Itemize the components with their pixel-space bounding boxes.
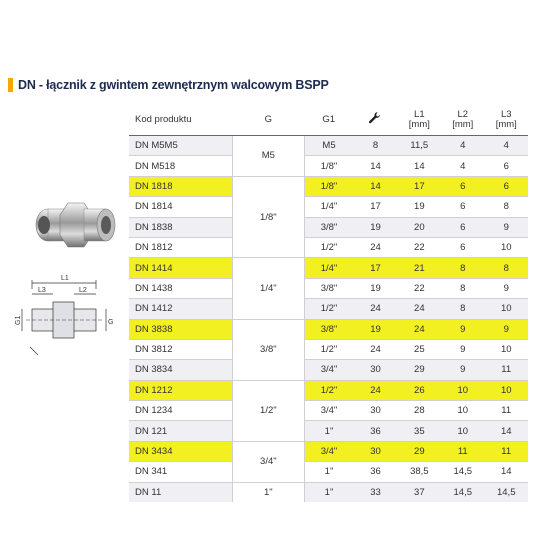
table-row xyxy=(129,360,528,380)
cell-g1: 1/8" xyxy=(304,176,353,196)
cell-g1: 1" xyxy=(304,462,353,482)
cell-code: DN 1412 xyxy=(129,299,233,319)
cell-l2: 14,5 xyxy=(441,482,484,502)
cell-l2: 10 xyxy=(441,421,484,441)
title-bar xyxy=(8,78,329,92)
cell-sw: 14 xyxy=(353,176,397,196)
cell-code: DN 1234 xyxy=(129,401,233,421)
cell-sw: 36 xyxy=(353,462,397,482)
cell-code: DN 3838 xyxy=(129,319,233,339)
table-row xyxy=(129,156,528,176)
table-row xyxy=(129,258,528,278)
cell-g1: 1" xyxy=(304,482,353,502)
cell-l2: 10 xyxy=(441,401,484,421)
cell-g1: 3/8" xyxy=(304,319,353,339)
header-l1 xyxy=(398,104,441,136)
table-row xyxy=(129,462,528,482)
cell-g1: 1/4" xyxy=(304,197,353,217)
header-l2 xyxy=(441,104,484,136)
table-header xyxy=(129,104,528,136)
header-l1-label: L1 xyxy=(414,108,425,120)
cell-g: 1" xyxy=(233,482,305,502)
cell-l1: 21 xyxy=(398,258,441,278)
header-l3 xyxy=(484,104,528,136)
cell-code: DN 3812 xyxy=(129,339,233,359)
cell-g1: 1/8" xyxy=(304,156,353,176)
header-wrench xyxy=(353,104,397,136)
cell-l2: 6 xyxy=(441,237,484,257)
cell-sw: 17 xyxy=(353,197,397,217)
cell-sw: 30 xyxy=(353,360,397,380)
table-row xyxy=(129,401,528,421)
cell-code: DN 11 xyxy=(129,482,233,502)
table-row xyxy=(129,136,528,156)
cell-code: DN 341 xyxy=(129,462,233,482)
cell-l1: 20 xyxy=(398,217,441,237)
cell-l1: 29 xyxy=(398,360,441,380)
cell-l3: 6 xyxy=(484,156,528,176)
cell-sw: 17 xyxy=(353,258,397,278)
cell-l3: 14 xyxy=(484,462,528,482)
cell-g: 1/8" xyxy=(233,176,305,258)
cell-g: 3/8" xyxy=(233,319,305,380)
cell-sw: 24 xyxy=(353,237,397,257)
table-row xyxy=(129,237,528,257)
product-illustration xyxy=(8,185,128,375)
cell-l2: 10 xyxy=(441,380,484,400)
cell-l1: 24 xyxy=(398,299,441,319)
cell-l1: 29 xyxy=(398,441,441,461)
cell-g1: 3/4" xyxy=(304,360,353,380)
cell-code: DN M5M5 xyxy=(129,136,233,156)
cell-l3: 8 xyxy=(484,197,528,217)
cell-l3: 14 xyxy=(484,421,528,441)
product-table xyxy=(129,104,528,502)
cell-g: M5 xyxy=(233,136,305,177)
cell-sw: 24 xyxy=(353,380,397,400)
cell-code: DN 1212 xyxy=(129,380,233,400)
header-g: G xyxy=(233,104,305,136)
cell-sw: 33 xyxy=(353,482,397,502)
table-row xyxy=(129,217,528,237)
header-l2-unit: [mm] xyxy=(452,118,474,130)
cell-l2: 6 xyxy=(441,176,484,196)
cell-code: DN M518 xyxy=(129,156,233,176)
cell-g1: 1/2" xyxy=(304,339,353,359)
cell-sw: 19 xyxy=(353,217,397,237)
cell-l3: 11 xyxy=(484,360,528,380)
technical-drawing xyxy=(22,280,106,355)
cell-l3: 9 xyxy=(484,217,528,237)
cell-l3: 4 xyxy=(484,136,528,156)
cell-l2: 11 xyxy=(441,441,484,461)
cell-g1: 1/2" xyxy=(304,299,353,319)
header-code: Kod produktu xyxy=(129,104,233,136)
cell-l1: 35 xyxy=(398,421,441,441)
cell-l3: 10 xyxy=(484,237,528,257)
cell-l1: 19 xyxy=(398,197,441,217)
cell-l3: 8 xyxy=(484,258,528,278)
cell-l3: 10 xyxy=(484,299,528,319)
cell-g: 1/2" xyxy=(233,380,305,441)
cell-g1: 1" xyxy=(304,421,353,441)
header-l2-label: L2 xyxy=(457,108,469,120)
table-row xyxy=(129,176,528,196)
cell-sw: 19 xyxy=(353,319,397,339)
table-row xyxy=(129,278,528,298)
cell-g1: 3/8" xyxy=(304,278,353,298)
cell-l1: 26 xyxy=(398,380,441,400)
cell-code: DN 1438 xyxy=(129,278,233,298)
cell-l3: 9 xyxy=(484,278,528,298)
cell-l3: 14,5 xyxy=(484,482,528,502)
cell-l1: 22 xyxy=(398,278,441,298)
cell-l3: 9 xyxy=(484,319,528,339)
cell-code: DN 1414 xyxy=(129,258,233,278)
cell-g1: M5 xyxy=(304,136,353,156)
cell-g1: 1/4" xyxy=(304,258,353,278)
label-l2: L2 xyxy=(79,287,87,294)
cell-l1: 22 xyxy=(398,237,441,257)
cell-l3: 6 xyxy=(484,176,528,196)
cell-sw: 19 xyxy=(353,278,397,298)
wrench-icon xyxy=(368,111,382,125)
page-title: DN - łącznik z gwintem zewnętrznym walcowym BSPP xyxy=(18,78,329,92)
cell-l1: 17 xyxy=(398,176,441,196)
cell-g1: 1/2" xyxy=(304,380,353,400)
cell-l1: 14 xyxy=(398,156,441,176)
header-l3-label: L3 xyxy=(500,108,512,120)
cell-code: DN 3434 xyxy=(129,441,233,461)
cell-l2: 6 xyxy=(441,217,484,237)
cell-code: DN 1814 xyxy=(129,197,233,217)
header-l3-unit: [mm] xyxy=(495,118,517,130)
cell-l1: 37 xyxy=(398,482,441,502)
cell-sw: 8 xyxy=(353,136,397,156)
cell-l2: 6 xyxy=(441,197,484,217)
cell-l3: 11 xyxy=(484,401,528,421)
label-g: G xyxy=(108,319,114,326)
cell-l2: 4 xyxy=(441,156,484,176)
cell-l3: 10 xyxy=(484,339,528,359)
label-l1: L1 xyxy=(61,275,69,282)
table-row xyxy=(129,441,528,461)
fitting-photo xyxy=(36,203,115,247)
cell-code: DN 1838 xyxy=(129,217,233,237)
cell-l1: 28 xyxy=(398,401,441,421)
cell-g1: 3/4" xyxy=(304,401,353,421)
cell-code: DN 1812 xyxy=(129,237,233,257)
cell-g: 3/4" xyxy=(233,441,305,482)
cell-sw: 36 xyxy=(353,421,397,441)
cell-code: DN 121 xyxy=(129,421,233,441)
cell-l2: 8 xyxy=(441,258,484,278)
cell-code: DN 3834 xyxy=(129,360,233,380)
cell-l2: 9 xyxy=(441,319,484,339)
cell-sw: 24 xyxy=(353,299,397,319)
cell-l3: 11 xyxy=(484,441,528,461)
cell-sw: 24 xyxy=(353,339,397,359)
cell-l1: 11,5 xyxy=(398,136,441,156)
cell-g: 1/4" xyxy=(233,258,305,319)
table-row xyxy=(129,380,528,400)
cell-l2: 8 xyxy=(441,299,484,319)
cell-sw: 30 xyxy=(353,441,397,461)
cell-g1: 3/4" xyxy=(304,441,353,461)
table-row xyxy=(129,319,528,339)
cell-l1: 25 xyxy=(398,339,441,359)
cell-l1: 38,5 xyxy=(398,462,441,482)
table-row xyxy=(129,339,528,359)
cell-l2: 14,5 xyxy=(441,462,484,482)
cell-code: DN 1818 xyxy=(129,176,233,196)
table-row xyxy=(129,299,528,319)
cell-l2: 8 xyxy=(441,278,484,298)
cell-sw: 30 xyxy=(353,401,397,421)
label-g1: G1 xyxy=(15,315,22,325)
header-g1: G1 xyxy=(304,104,353,136)
cell-sw: 14 xyxy=(353,156,397,176)
table-row xyxy=(129,197,528,217)
cell-l1: 24 xyxy=(398,319,441,339)
table-row xyxy=(129,482,528,502)
cell-g1: 1/2" xyxy=(304,237,353,257)
table-row xyxy=(129,421,528,441)
cell-g1: 3/8" xyxy=(304,217,353,237)
header-l1-unit: [mm] xyxy=(408,118,430,130)
cell-l2: 9 xyxy=(441,339,484,359)
cell-l3: 10 xyxy=(484,380,528,400)
title-marker xyxy=(8,78,13,92)
cell-l2: 9 xyxy=(441,360,484,380)
cell-l2: 4 xyxy=(441,136,484,156)
label-l3: L3 xyxy=(38,287,46,294)
